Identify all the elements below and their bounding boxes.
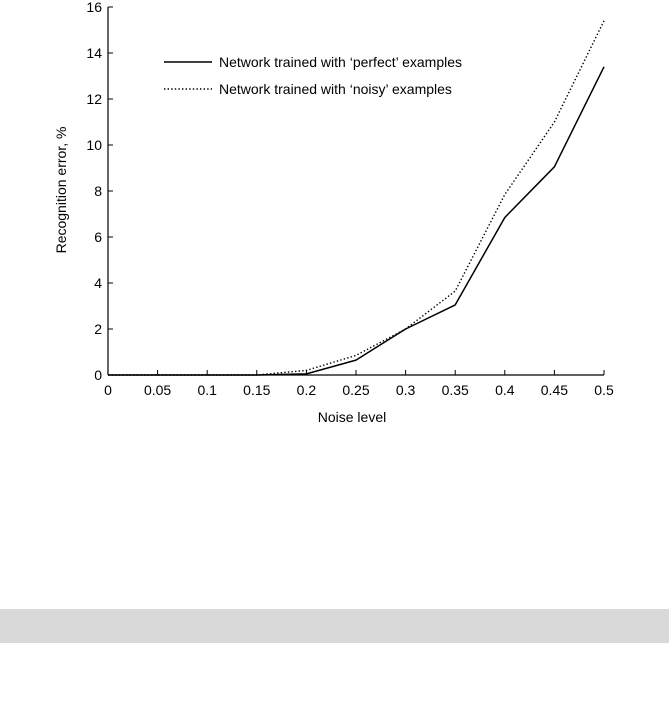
y-tick-label: 12 <box>86 91 102 107</box>
y-tick-label: 14 <box>86 45 102 61</box>
x-tick-label: 0.45 <box>540 382 569 398</box>
legend <box>164 54 462 97</box>
x-axis-ticks <box>104 370 614 398</box>
y-tick-label: 16 <box>86 0 102 15</box>
y-tick-label: 4 <box>94 275 102 291</box>
x-tick-label: 0.15 <box>243 382 271 398</box>
y-tick-label: 10 <box>86 137 102 153</box>
x-tick-label: 0.25 <box>342 382 370 398</box>
y-tick-label: 0 <box>94 367 102 383</box>
y-tick-label: 2 <box>94 321 102 337</box>
x-tick-label: 0.5 <box>594 382 614 398</box>
y-tick-label: 8 <box>94 183 102 199</box>
series-line-perfect <box>108 67 604 375</box>
y-axis-label: Recognition error, % <box>53 126 69 254</box>
legend-label: Network trained with ‘perfect’ examples <box>219 54 463 70</box>
y-tick-label: 6 <box>94 229 102 245</box>
x-tick-label: 0 <box>104 382 112 398</box>
gray-band <box>0 609 669 643</box>
series-line-noisy <box>108 21 604 375</box>
series-layer <box>108 21 604 375</box>
x-tick-label: 0.3 <box>395 382 416 398</box>
x-tick-label: 0.05 <box>143 382 172 398</box>
x-axis-label: Noise level <box>317 409 387 425</box>
x-tick-label: 0.1 <box>197 382 217 398</box>
x-tick-label: 0.4 <box>495 382 515 398</box>
y-axis-ticks <box>86 0 113 383</box>
legend-label: Network trained with ‘noisy’ examples <box>219 81 452 97</box>
x-tick-label: 0.35 <box>441 382 469 398</box>
x-tick-label: 0.2 <box>296 382 317 398</box>
